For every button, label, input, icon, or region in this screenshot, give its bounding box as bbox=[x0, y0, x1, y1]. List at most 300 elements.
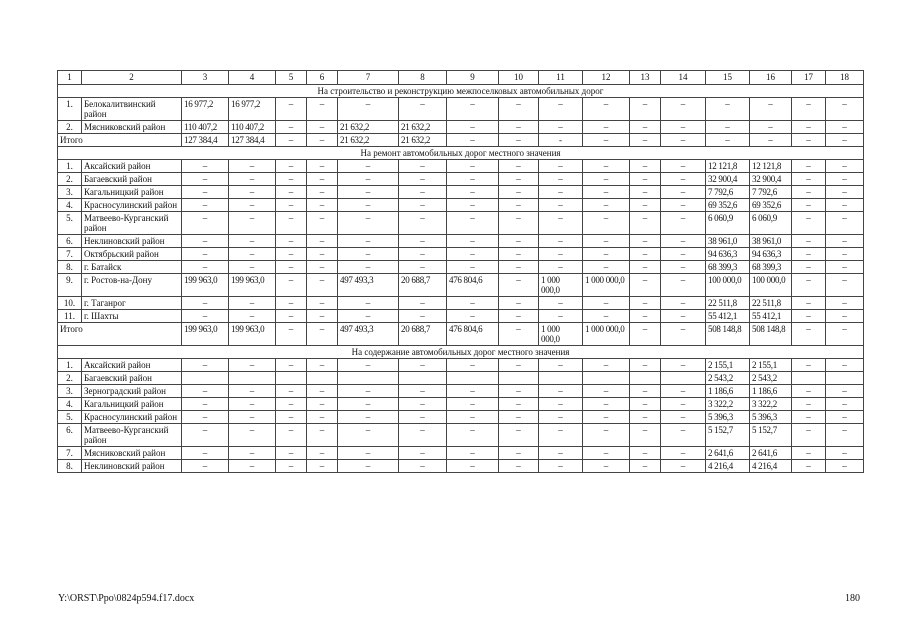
row-number: 6. bbox=[58, 235, 82, 248]
amount-cell: – bbox=[792, 310, 826, 323]
section-title-row bbox=[58, 85, 864, 98]
total-cell: – bbox=[792, 134, 826, 147]
amount-cell: – bbox=[826, 248, 864, 261]
amount-cell: 32 900,4 bbox=[706, 173, 750, 186]
amount-cell: – bbox=[447, 248, 499, 261]
amount-cell: – bbox=[399, 160, 447, 173]
amount-cell: – bbox=[583, 460, 630, 473]
amount-cell: 55 412,1 bbox=[706, 310, 750, 323]
amount-cell: – bbox=[792, 186, 826, 199]
amount-cell: 2 155,1 bbox=[750, 359, 792, 372]
row-number: 3. bbox=[58, 385, 82, 398]
amount-cell: – bbox=[182, 212, 229, 235]
amount-cell: – bbox=[338, 98, 399, 121]
amount-cell: – bbox=[630, 160, 661, 173]
amount-cell: – bbox=[539, 173, 583, 186]
district-name: г. Таганрог bbox=[82, 297, 182, 310]
amount-cell: – bbox=[399, 447, 447, 460]
amount-cell: – bbox=[583, 199, 630, 212]
amount-cell: – bbox=[583, 359, 630, 372]
district-name: Багаевский район bbox=[82, 173, 182, 186]
column-number: 18 bbox=[826, 71, 864, 85]
amount-cell: – bbox=[229, 411, 276, 424]
amount-cell: – bbox=[499, 248, 539, 261]
amount-cell: – bbox=[307, 398, 338, 411]
amount-cell: – bbox=[661, 274, 706, 297]
amount-cell: – bbox=[229, 160, 276, 173]
total-cell: – bbox=[706, 134, 750, 147]
amount-cell: 20 688,7 bbox=[399, 274, 447, 297]
amount-cell: – bbox=[630, 248, 661, 261]
amount-cell: – bbox=[399, 411, 447, 424]
amount-cell: – bbox=[307, 460, 338, 473]
amount-cell: – bbox=[447, 424, 499, 447]
amount-cell: – bbox=[499, 160, 539, 173]
row-number: 2. bbox=[58, 173, 82, 186]
amount-cell: – bbox=[399, 460, 447, 473]
amount-cell: – bbox=[630, 424, 661, 447]
amount-cell: 1 000 000,0 bbox=[539, 274, 583, 297]
amount-cell: – bbox=[399, 98, 447, 121]
amount-cell: – bbox=[499, 212, 539, 235]
amount-cell: – bbox=[630, 447, 661, 460]
column-number: 7 bbox=[338, 71, 399, 85]
amount-cell: – bbox=[630, 274, 661, 297]
amount-cell: – bbox=[499, 235, 539, 248]
amount-cell: 21 632,2 bbox=[338, 121, 399, 134]
district-name: Кагальницкий район bbox=[82, 398, 182, 411]
amount-cell: – bbox=[307, 297, 338, 310]
amount-cell: – bbox=[661, 186, 706, 199]
amount-cell: – bbox=[307, 447, 338, 460]
amount-cell: – bbox=[182, 411, 229, 424]
column-number-row bbox=[58, 71, 864, 85]
amount-cell: – bbox=[539, 121, 583, 134]
amount-cell: – bbox=[229, 310, 276, 323]
amount-cell: – bbox=[276, 186, 307, 199]
amount-cell: – bbox=[661, 424, 706, 447]
row-number: 2. bbox=[58, 372, 82, 385]
amount-cell: – bbox=[826, 160, 864, 173]
amount-cell: – bbox=[307, 186, 338, 199]
amount-cell: – bbox=[338, 359, 399, 372]
amount-cell: – bbox=[276, 248, 307, 261]
table-row bbox=[58, 212, 864, 235]
amount-cell: 3 322,2 bbox=[706, 398, 750, 411]
amount-cell: – bbox=[792, 173, 826, 186]
amount-cell: – bbox=[706, 98, 750, 121]
amount-cell: – bbox=[826, 398, 864, 411]
amount-cell: – bbox=[792, 385, 826, 398]
amount-cell: – bbox=[399, 235, 447, 248]
table-row bbox=[58, 98, 864, 121]
column-number: 15 bbox=[706, 71, 750, 85]
amount-cell: – bbox=[826, 235, 864, 248]
amount-cell: – bbox=[229, 261, 276, 274]
amount-cell: – bbox=[661, 173, 706, 186]
amount-cell: – bbox=[399, 173, 447, 186]
amount-cell: – bbox=[276, 424, 307, 447]
amount-cell: – bbox=[276, 160, 307, 173]
amount-cell: – bbox=[307, 160, 338, 173]
amount-cell: – bbox=[499, 173, 539, 186]
column-number: 13 bbox=[630, 71, 661, 85]
amount-cell: – bbox=[792, 424, 826, 447]
amount-cell: – bbox=[307, 248, 338, 261]
total-cell: – bbox=[499, 134, 539, 147]
row-number: 8. bbox=[58, 460, 82, 473]
total-cell: – bbox=[276, 323, 307, 346]
total-label: Итого bbox=[58, 323, 182, 346]
amount-cell: – bbox=[307, 235, 338, 248]
amount-cell: – bbox=[750, 98, 792, 121]
amount-cell: – bbox=[399, 261, 447, 274]
amount-cell: 2 543,2 bbox=[706, 372, 750, 385]
amount-cell: – bbox=[447, 398, 499, 411]
amount-cell: – bbox=[630, 297, 661, 310]
amount-cell: – bbox=[276, 199, 307, 212]
amount-cell: – bbox=[229, 199, 276, 212]
amount-cell: – bbox=[792, 274, 826, 297]
total-cell: – bbox=[630, 323, 661, 346]
amount-cell: – bbox=[229, 186, 276, 199]
row-number: 1. bbox=[58, 160, 82, 173]
amount-cell: – bbox=[447, 121, 499, 134]
amount-cell: – bbox=[338, 297, 399, 310]
amount-cell: 3 322,2 bbox=[750, 398, 792, 411]
district-name: Матвеево-Курганский район bbox=[82, 424, 182, 447]
district-name: Мясниковский район bbox=[82, 121, 182, 134]
total-cell: - bbox=[539, 134, 583, 147]
column-number: 3 bbox=[182, 71, 229, 85]
amount-cell: – bbox=[539, 160, 583, 173]
amount-cell: – bbox=[661, 385, 706, 398]
amount-cell: – bbox=[826, 447, 864, 460]
amount-cell: – bbox=[229, 398, 276, 411]
amount-cell: – bbox=[229, 248, 276, 261]
amount-cell: – bbox=[276, 411, 307, 424]
amount-cell: – bbox=[826, 212, 864, 235]
amount-cell: – bbox=[338, 460, 399, 473]
amount-cell: – bbox=[499, 359, 539, 372]
amount-cell: 22 511,8 bbox=[706, 297, 750, 310]
amount-cell: – bbox=[792, 297, 826, 310]
amount-cell: – bbox=[583, 160, 630, 173]
amount-cell: – bbox=[792, 121, 826, 134]
amount-cell: 4 216,4 bbox=[750, 460, 792, 473]
amount-cell: 100 000,0 bbox=[750, 274, 792, 297]
column-number: 10 bbox=[499, 71, 539, 85]
amount-cell: – bbox=[583, 447, 630, 460]
amount-cell: – bbox=[661, 460, 706, 473]
amount-cell: 4 216,4 bbox=[706, 460, 750, 473]
amount-cell: – bbox=[661, 212, 706, 235]
amount-cell: – bbox=[338, 248, 399, 261]
total-cell: 199 963,0 bbox=[182, 323, 229, 346]
amount-cell: 94 636,3 bbox=[706, 248, 750, 261]
total-cell: – bbox=[276, 134, 307, 147]
total-cell: 508 148,8 bbox=[706, 323, 750, 346]
total-cell: – bbox=[826, 323, 864, 346]
amount-cell: – bbox=[338, 447, 399, 460]
amount-cell: – bbox=[229, 359, 276, 372]
amount-cell bbox=[792, 372, 826, 385]
table-row bbox=[58, 121, 864, 134]
amount-cell: – bbox=[338, 424, 399, 447]
amount-cell: – bbox=[792, 160, 826, 173]
amount-cell: – bbox=[307, 98, 338, 121]
table-row bbox=[58, 424, 864, 447]
table-row bbox=[58, 411, 864, 424]
amount-cell: – bbox=[447, 186, 499, 199]
amount-cell: – bbox=[307, 212, 338, 235]
page-number: 180 bbox=[845, 593, 860, 604]
amount-cell: – bbox=[792, 235, 826, 248]
amount-cell: – bbox=[182, 310, 229, 323]
section-title: На ремонт автомобильных дорог местного значения bbox=[58, 147, 864, 160]
section-title-row bbox=[58, 346, 864, 359]
total-cell: – bbox=[630, 134, 661, 147]
amount-cell: – bbox=[539, 186, 583, 199]
amount-cell: – bbox=[307, 173, 338, 186]
amount-cell: – bbox=[399, 297, 447, 310]
total-cell: 20 688,7 bbox=[399, 323, 447, 346]
table-row bbox=[58, 186, 864, 199]
amount-cell: 5 152,7 bbox=[706, 424, 750, 447]
table-row bbox=[58, 447, 864, 460]
district-name: Матвеево-Курганский район bbox=[82, 212, 182, 235]
amount-cell: 22 511,8 bbox=[750, 297, 792, 310]
table-row bbox=[58, 359, 864, 372]
column-number: 9 bbox=[447, 71, 499, 85]
amount-cell: – bbox=[661, 359, 706, 372]
column-number: 11 bbox=[539, 71, 583, 85]
amount-cell: – bbox=[399, 186, 447, 199]
district-name: Кагальницкий район bbox=[82, 186, 182, 199]
amount-cell: – bbox=[583, 398, 630, 411]
amount-cell: – bbox=[661, 398, 706, 411]
amount-cell: 94 636,3 bbox=[750, 248, 792, 261]
amount-cell: – bbox=[826, 261, 864, 274]
amount-cell: – bbox=[276, 460, 307, 473]
amount-cell: – bbox=[826, 274, 864, 297]
district-name: Неклиновский район bbox=[82, 460, 182, 473]
amount-cell: – bbox=[307, 385, 338, 398]
amount-cell: – bbox=[826, 359, 864, 372]
amount-cell: – bbox=[661, 160, 706, 173]
table-row bbox=[58, 385, 864, 398]
amount-cell: – bbox=[229, 385, 276, 398]
row-number: 6. bbox=[58, 424, 82, 447]
amount-cell: – bbox=[661, 199, 706, 212]
row-number: 9. bbox=[58, 274, 82, 297]
section-title: На содержание автомобильных дорог местного значения bbox=[58, 346, 864, 359]
amount-cell bbox=[826, 372, 864, 385]
table-row bbox=[58, 248, 864, 261]
amount-cell: 497 493,3 bbox=[338, 274, 399, 297]
amount-cell: – bbox=[229, 173, 276, 186]
amount-cell: – bbox=[630, 398, 661, 411]
amount-cell: 38 961,0 bbox=[750, 235, 792, 248]
amount-cell: – bbox=[276, 261, 307, 274]
district-name: Зерноградский район bbox=[82, 385, 182, 398]
amount-cell: – bbox=[792, 199, 826, 212]
amount-cell: – bbox=[499, 411, 539, 424]
amount-cell: – bbox=[539, 310, 583, 323]
total-cell: – bbox=[792, 323, 826, 346]
amount-cell: – bbox=[792, 261, 826, 274]
amount-cell: 7 792,6 bbox=[706, 186, 750, 199]
amount-cell: – bbox=[792, 411, 826, 424]
amount-cell: – bbox=[307, 424, 338, 447]
total-cell: – bbox=[661, 134, 706, 147]
amount-cell: – bbox=[399, 398, 447, 411]
amount-cell: – bbox=[338, 173, 399, 186]
amount-cell: – bbox=[276, 173, 307, 186]
amount-cell: – bbox=[276, 359, 307, 372]
column-number: 8 bbox=[399, 71, 447, 85]
district-name: Неклиновский район bbox=[82, 235, 182, 248]
amount-cell: 476 804,6 bbox=[447, 274, 499, 297]
budget-table bbox=[57, 70, 864, 473]
amount-cell: – bbox=[307, 274, 338, 297]
amount-cell: – bbox=[630, 173, 661, 186]
amount-cell: – bbox=[399, 199, 447, 212]
amount-cell: 2 155,1 bbox=[706, 359, 750, 372]
amount-cell: – bbox=[661, 248, 706, 261]
amount-cell: – bbox=[661, 411, 706, 424]
row-number: 7. bbox=[58, 447, 82, 460]
district-name: г. Шахты bbox=[82, 310, 182, 323]
amount-cell: – bbox=[499, 274, 539, 297]
row-number: 1. bbox=[58, 98, 82, 121]
amount-cell: – bbox=[447, 173, 499, 186]
amount-cell: – bbox=[826, 121, 864, 134]
row-number: 4. bbox=[58, 398, 82, 411]
amount-cell: – bbox=[182, 173, 229, 186]
table-row bbox=[58, 173, 864, 186]
amount-cell: – bbox=[307, 261, 338, 274]
amount-cell: – bbox=[182, 160, 229, 173]
amount-cell: – bbox=[338, 398, 399, 411]
column-number: 6 bbox=[307, 71, 338, 85]
amount-cell: – bbox=[338, 186, 399, 199]
amount-cell: 21 632,2 bbox=[399, 121, 447, 134]
amount-cell: – bbox=[630, 261, 661, 274]
amount-cell: – bbox=[583, 385, 630, 398]
amount-cell: – bbox=[499, 398, 539, 411]
total-cell: – bbox=[447, 134, 499, 147]
amount-cell: – bbox=[307, 310, 338, 323]
amount-cell: 69 352,6 bbox=[750, 199, 792, 212]
amount-cell: – bbox=[447, 199, 499, 212]
district-name: Красносулинский район bbox=[82, 411, 182, 424]
file-path: Y:\ORST\Ppo\0824p594.f17.docx bbox=[58, 593, 195, 604]
amount-cell: – bbox=[276, 297, 307, 310]
section-title-row bbox=[58, 147, 864, 160]
amount-cell: – bbox=[539, 199, 583, 212]
total-cell: 199 963,0 bbox=[229, 323, 276, 346]
amount-cell: – bbox=[661, 261, 706, 274]
amount-cell: – bbox=[399, 359, 447, 372]
amount-cell: – bbox=[276, 398, 307, 411]
amount-cell: – bbox=[307, 411, 338, 424]
amount-cell: – bbox=[630, 98, 661, 121]
row-number: 5. bbox=[58, 212, 82, 235]
amount-cell: 16 977,2 bbox=[182, 98, 229, 121]
total-label: Итого bbox=[58, 134, 182, 147]
amount-cell: – bbox=[539, 359, 583, 372]
amount-cell: – bbox=[447, 297, 499, 310]
amount-cell: 110 407,2 bbox=[229, 121, 276, 134]
amount-cell: 5 152,7 bbox=[750, 424, 792, 447]
amount-cell: – bbox=[792, 248, 826, 261]
amount-cell: – bbox=[447, 261, 499, 274]
amount-cell: – bbox=[447, 447, 499, 460]
amount-cell: 100 000,0 bbox=[706, 274, 750, 297]
district-name: Красносулинский район bbox=[82, 199, 182, 212]
amount-cell: – bbox=[583, 186, 630, 199]
amount-cell: – bbox=[539, 248, 583, 261]
amount-cell: – bbox=[499, 199, 539, 212]
amount-cell: – bbox=[399, 248, 447, 261]
amount-cell: – bbox=[583, 297, 630, 310]
amount-cell bbox=[182, 372, 229, 385]
section-title: На строительство и реконструкцию межпоселковых автомобильных дорог bbox=[58, 85, 864, 98]
district-name: Октябрьский район bbox=[82, 248, 182, 261]
amount-cell: – bbox=[307, 199, 338, 212]
amount-cell: – bbox=[338, 411, 399, 424]
amount-cell: – bbox=[792, 98, 826, 121]
column-number: 2 bbox=[82, 71, 182, 85]
amount-cell: – bbox=[182, 359, 229, 372]
column-number: 1 bbox=[58, 71, 82, 85]
district-name: Аксайский район bbox=[82, 160, 182, 173]
amount-cell: – bbox=[338, 235, 399, 248]
amount-cell: – bbox=[399, 424, 447, 447]
amount-cell: – bbox=[447, 310, 499, 323]
amount-cell: – bbox=[307, 359, 338, 372]
amount-cell: 2 543,2 bbox=[750, 372, 792, 385]
amount-cell: – bbox=[706, 121, 750, 134]
amount-cell: – bbox=[792, 447, 826, 460]
amount-cell: 69 352,6 bbox=[706, 199, 750, 212]
amount-cell: – bbox=[539, 385, 583, 398]
amount-cell: – bbox=[447, 98, 499, 121]
table-row bbox=[58, 235, 864, 248]
row-number: 7. bbox=[58, 248, 82, 261]
table-row bbox=[58, 160, 864, 173]
amount-cell: – bbox=[499, 385, 539, 398]
amount-cell: – bbox=[539, 235, 583, 248]
amount-cell bbox=[307, 372, 338, 385]
amount-cell: – bbox=[182, 460, 229, 473]
total-cell: 1 000 000,0 bbox=[539, 323, 583, 346]
amount-cell bbox=[499, 372, 539, 385]
row-number: 11. bbox=[58, 310, 82, 323]
amount-cell: – bbox=[826, 411, 864, 424]
amount-cell: – bbox=[499, 98, 539, 121]
amount-cell bbox=[630, 372, 661, 385]
amount-cell: – bbox=[499, 297, 539, 310]
amount-cell bbox=[276, 372, 307, 385]
amount-cell: – bbox=[630, 460, 661, 473]
total-cell: – bbox=[583, 134, 630, 147]
column-number: 12 bbox=[583, 71, 630, 85]
amount-cell bbox=[447, 372, 499, 385]
amount-cell: 32 900,4 bbox=[750, 173, 792, 186]
total-cell: 21 632,2 bbox=[338, 134, 399, 147]
